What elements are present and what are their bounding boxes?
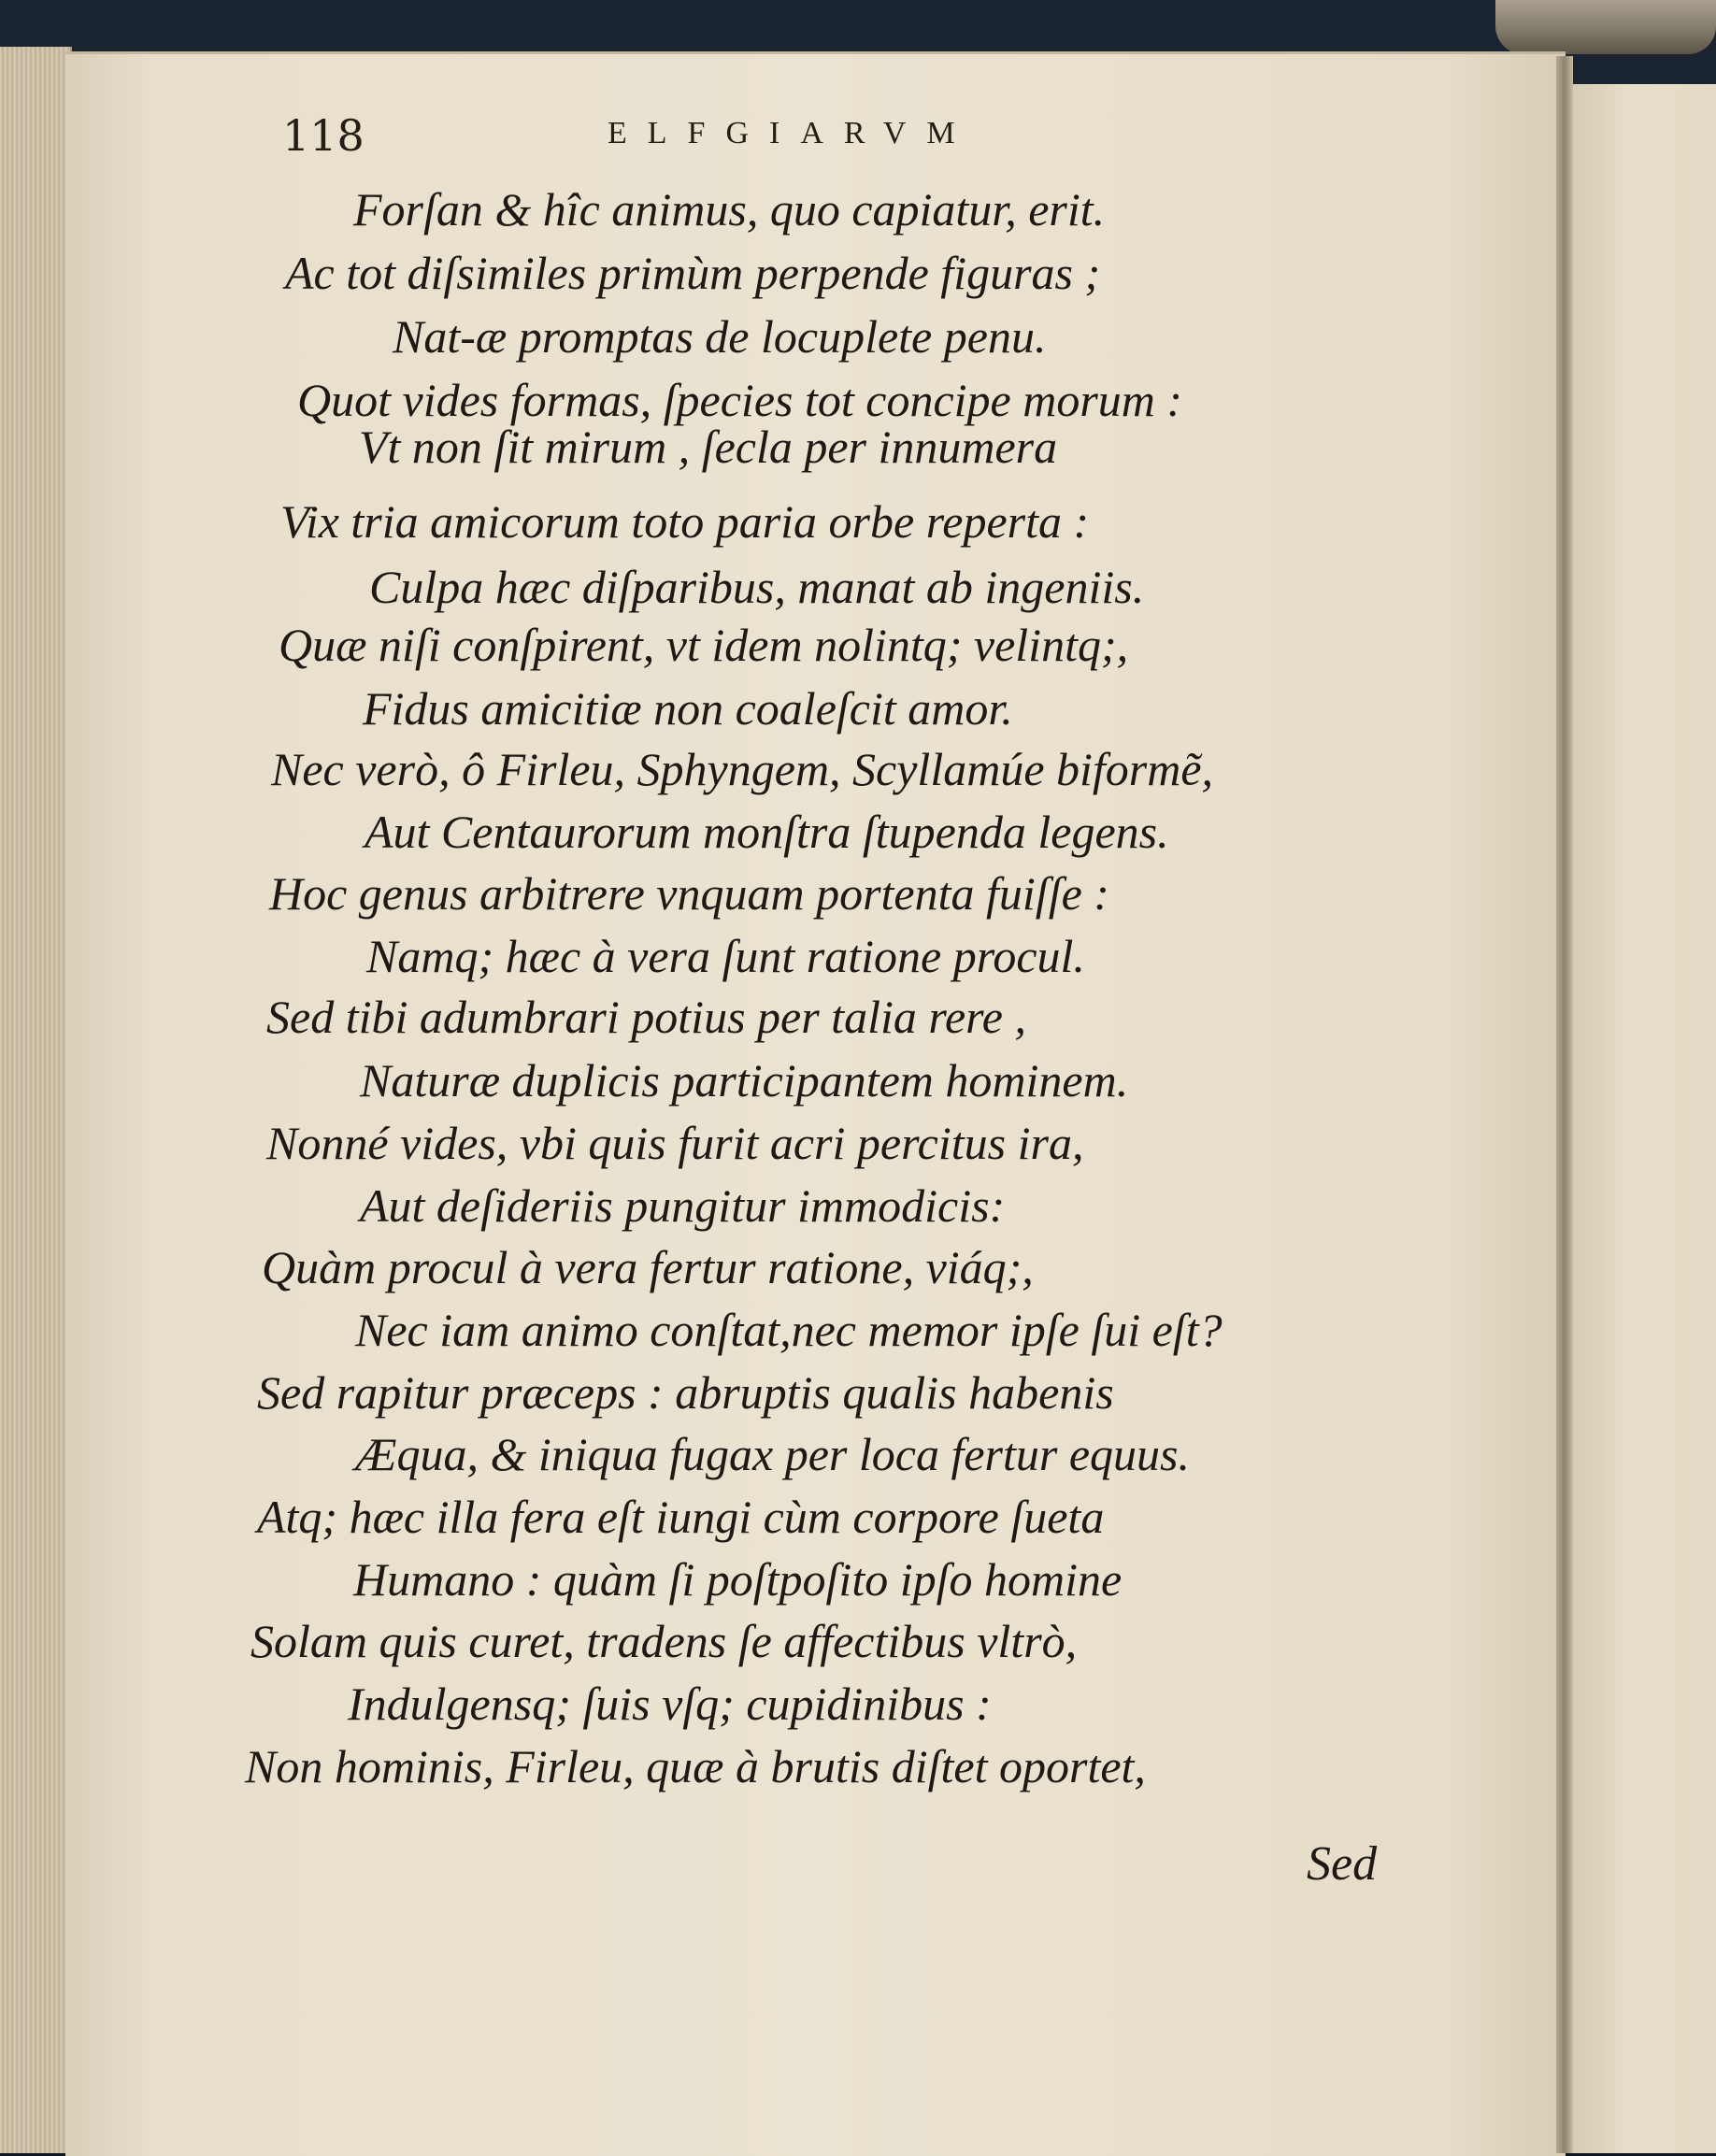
running-head: ELFGIARVM bbox=[608, 116, 976, 150]
verse-line: Atq; hæc illa fera eſt iungi cùm corpore ſueta bbox=[257, 1491, 1105, 1543]
verse-line: Nec verò, ô Firleu, Sphyngem, Scyllamúe biformẽ, bbox=[271, 743, 1214, 795]
verse-line: Aut deſideriis pungitur immodicis: bbox=[360, 1179, 1006, 1232]
verse-line: Solam quis curet, tradens ſe affectibus vltrò, bbox=[250, 1615, 1078, 1667]
verse-line: Quàm procul à vera fertur ratione, viáq;, bbox=[262, 1241, 1034, 1293]
verse-line: Nat-æ promptas de locuplete penu. bbox=[393, 310, 1047, 363]
verse-line: Culpa hæc diſparibus, manat ab ingeniis. bbox=[369, 561, 1145, 613]
verse-line: Quot vides formas, ſpecies tot concipe morum : bbox=[297, 374, 1183, 426]
verse-line: Sed rapitur præceps : abruptis qualis habenis bbox=[257, 1366, 1114, 1419]
verse-line: Nonné vides, vbi quis furit acri percitus ira, bbox=[266, 1117, 1084, 1169]
verse-line: Naturæ duplicis participantem hominem. bbox=[360, 1054, 1129, 1107]
verse-line: Æqua, & iniqua fugax per loca fertur equus. bbox=[355, 1428, 1190, 1480]
verse-line: Hoc genus arbitrere vnquam portenta fuiſſe : bbox=[269, 867, 1109, 920]
verse-line: Ac tot diſsimiles primùm perpende figuras ; bbox=[285, 247, 1101, 299]
verse-line: Sed tibi adumbrari potius per talia rere , bbox=[266, 991, 1026, 1043]
verse-line: Quæ niſi conſpirent, vt idem nolintq; velintq;, bbox=[279, 619, 1129, 671]
verse-line: Vix tria amicorum toto paria orbe reperta : bbox=[280, 495, 1090, 548]
catchword: Sed bbox=[1307, 1837, 1378, 1891]
page-number: 118 bbox=[282, 110, 365, 161]
verse-line: Nec iam animo conſtat,nec memor ipſe ſui eſt? bbox=[355, 1304, 1223, 1356]
verse-line: Namq; hæc à vera ſunt ratione procul. bbox=[366, 930, 1085, 982]
verse-line: Indulgensq; ſuis vſq; cupidinibus : bbox=[348, 1678, 992, 1730]
verse-line: Fidus amicitiæ non coaleſcit amor. bbox=[363, 682, 1013, 735]
verse-line: Vt non ſit mirum , ſecla per innumera bbox=[359, 421, 1058, 473]
verse-line: Non hominis, Firleu, quæ à brutis diſtet oportet, bbox=[245, 1740, 1146, 1792]
verse-line: Forſan & hîc animus, quo capiatur, erit. bbox=[353, 183, 1106, 236]
verse-line: Humano : quàm ſi poſtpoſito ipſo homine bbox=[353, 1553, 1123, 1606]
verse-line: Aut Centaurorum monſtra ſtupenda legens. bbox=[365, 806, 1169, 858]
